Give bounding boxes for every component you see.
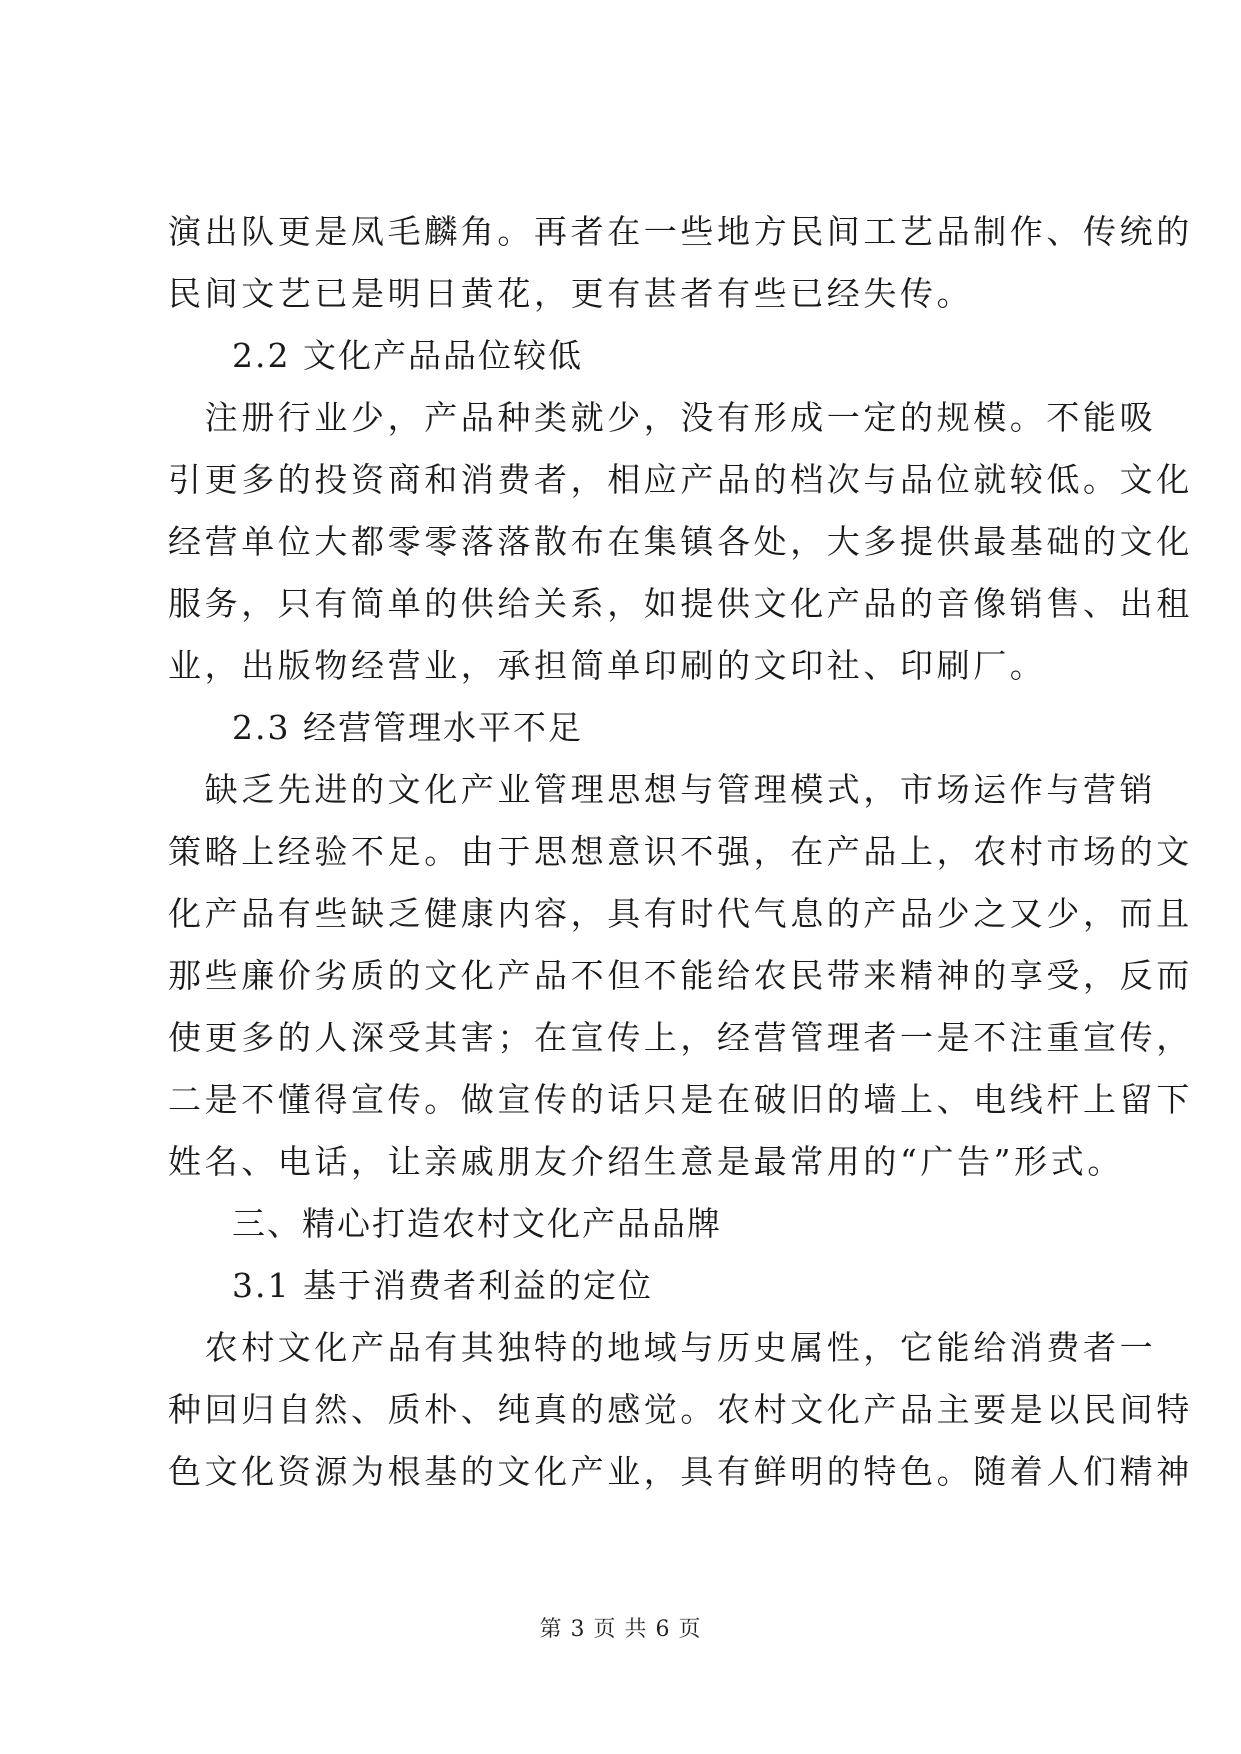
text-line: 化产品有些缺乏健康内容，具有时代气息的产品少之又少，而且 [168, 894, 1193, 933]
section-heading: 2.2 文化产品品位较低 [232, 336, 583, 375]
text-line: 色文化资源为根基的文化产业，具有鲜明的特色。随着人们精神 [168, 1452, 1193, 1491]
text-line: 种回归自然、质朴、纯真的感觉。农村文化产品主要是以民间特 [168, 1390, 1193, 1429]
chapter-heading: 三、精心打造农村文化产品品牌 [232, 1204, 722, 1243]
paragraph-first-line: 农村文化产品有其独特的地域与历史属性，它能给消费者一 [168, 1328, 1157, 1367]
paragraph-first-line: 缺乏先进的文化产业管理思想与管理模式，市场运作与营销 [168, 770, 1157, 809]
text-line: 姓名、电话，让亲戚朋友介绍生意是最常用的“广告”形式。 [168, 1142, 1124, 1181]
text-line: 业，出版物经营业，承担简单印刷的文印社、印刷厂。 [168, 646, 1047, 685]
section-heading: 2.3 经营管理水平不足 [232, 708, 583, 747]
text-line: 经营单位大都零零落落散布在集镇各处，大多提供最基础的文化 [168, 522, 1193, 561]
text-line: 那些廉价劣质的文化产品不但不能给农民带来精神的享受，反而 [168, 956, 1193, 995]
text-line: 策略上经验不足。由于思想意识不强，在产品上，农村市场的文 [168, 832, 1193, 871]
text-line: 服务，只有简单的供给关系，如提供文化产品的音像销售、出租 [168, 584, 1193, 623]
page-footer: 第 3 页 共 6 页 [539, 1617, 702, 1642]
section-heading: 3.1 基于消费者利益的定位 [232, 1266, 653, 1305]
text-line: 引更多的投资商和消费者，相应产品的档次与品位就较低。文化 [168, 460, 1193, 499]
paragraph-first-line: 注册行业少，产品种类就少，没有形成一定的规模。不能吸 [168, 398, 1157, 437]
text-line: 民间文艺已是明日黄花，更有甚者有些已经失传。 [168, 274, 974, 313]
text-line: 演出队更是凤毛麟角。再者在一些地方民间工艺品制作、传统的 [168, 212, 1193, 251]
text-line: 使更多的人深受其害；在宣传上，经营管理者一是不注重宣传， [168, 1018, 1193, 1057]
text-line: 二是不懂得宣传。做宣传的话只是在破旧的墙上、电线杆上留下 [168, 1080, 1193, 1119]
